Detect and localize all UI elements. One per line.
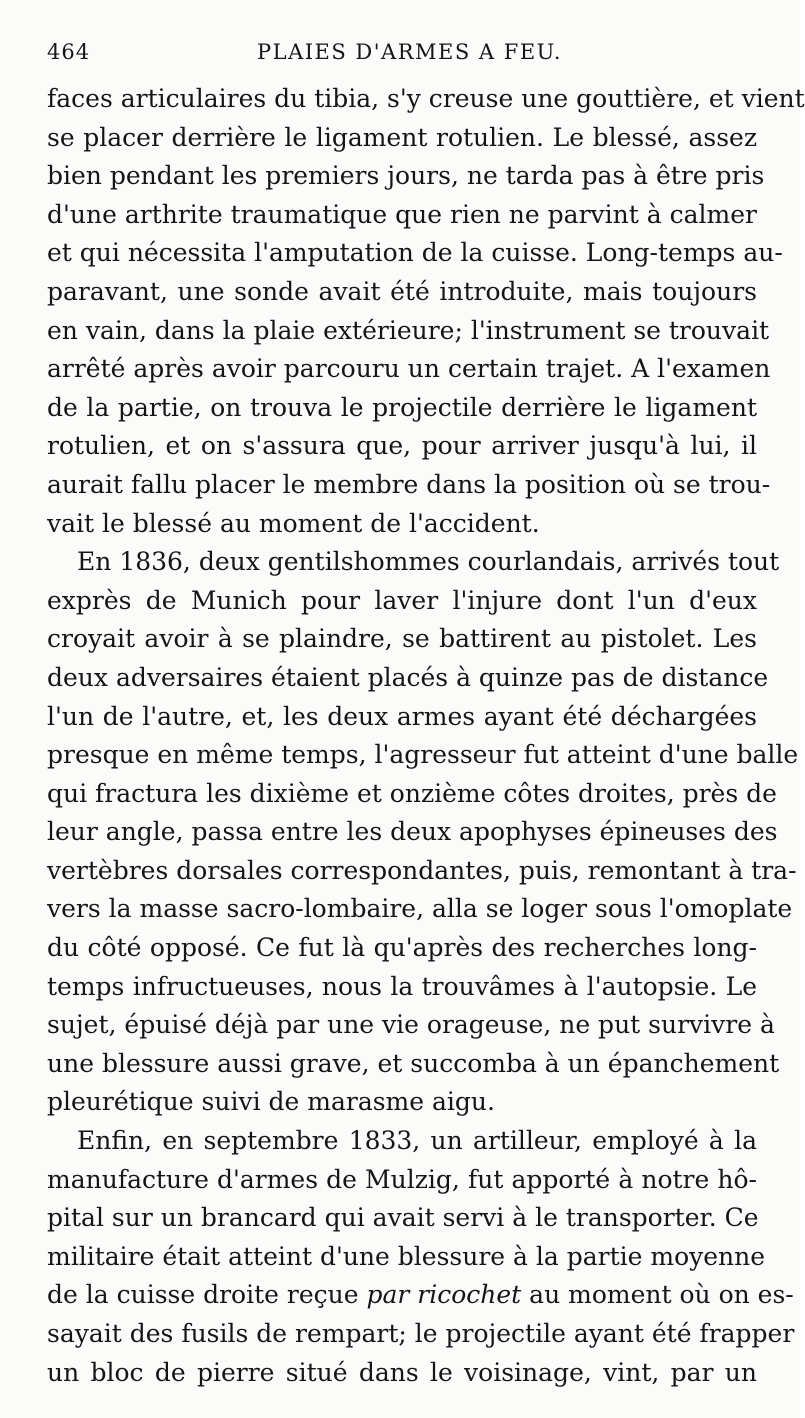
text-line: pital sur un brancard qui avait servi à le transporter. Ce	[47, 1203, 759, 1233]
text-line: un bloc de pierre situé dans le voisinage, vint, par un	[47, 1357, 757, 1387]
text-line: vertèbres dorsales correspondantes, puis, remontant à tra-	[47, 855, 797, 885]
running-title: PLAIES D'ARMES A FEU.	[257, 40, 563, 64]
text-line: se placer derrière le ligament rotulien. Le blessé, assez	[47, 122, 757, 152]
text-line: faces articulaires du tibia, s'y creuse une gouttière, et vient	[47, 84, 805, 113]
text-line: du côté opposé. Ce fut là qu'après des recherches long-	[47, 933, 757, 963]
text-line: militaire était atteint d'une blessure à la partie moyenne	[47, 1241, 766, 1271]
text-line: leur angle, passa entre les deux apophyses épineuses des	[47, 817, 778, 847]
text-line: l'un de l'autre, et, les deux armes ayant été déchargées	[47, 701, 757, 731]
text-line: temps infructueuses, nous la trouvâmes à l'autopsie. Le	[47, 971, 757, 1001]
text-line: en vain, dans la plaie extérieure; l'instrument se trouvait	[47, 315, 770, 345]
text-line: manufacture d'armes de Mulzig, fut apporté à notre hô-	[47, 1164, 757, 1194]
body-text	[47, 80, 805, 1392]
text-line: paravant, une sonde avait été introduite, mais toujours	[47, 276, 757, 306]
paragraph-start-line: En 1836, deux gentilshommes courlandais, arrivés tout	[77, 547, 780, 577]
text-segment: de la cuisse droite reçue	[47, 1280, 367, 1310]
text-line: de la partie, on trouva le projectile derrière le ligament	[47, 392, 757, 422]
text-line: arrêté après avoir parcouru un certain trajet. A l'examen	[47, 354, 771, 384]
text-line: presque en même temps, l'agresseur fut atteint d'une balle	[47, 740, 799, 770]
text-line: croyait avoir à se plaindre, se battirent au pistolet. Les	[47, 624, 757, 654]
text-line: aurait fallu placer le membre dans la position où se trou-	[47, 469, 771, 499]
paragraph-end-line: vait le blessé au moment de l'accident.	[47, 508, 540, 538]
text-line: qui fractura les dixième et onzième côtes droites, près de	[47, 778, 777, 808]
italic-phrase: par ricochet	[366, 1280, 522, 1310]
text-segment: au moment où on es-	[521, 1280, 794, 1310]
text-line: d'une arthrite traumatique que rien ne parvint à calmer	[47, 199, 757, 229]
text-line: une blessure aussi grave, et succomba à un épanchement	[47, 1048, 780, 1078]
running-head	[47, 40, 757, 80]
page-number: 464	[47, 40, 91, 64]
text-line: rotulien, et on s'assura que, pour arriver jusqu'à lui, il	[47, 431, 757, 461]
text-line: deux adversaires étaient placés à quinze pas de distance	[47, 662, 769, 692]
text-line: sujet, épuisé déjà par une vie orageuse, ne put survivre à	[47, 1010, 775, 1040]
paragraph-end-line: pleurétique suivi de marasme aigu.	[47, 1087, 495, 1117]
text-line: sayait des fusils de rempart; le projectile ayant été frapper	[47, 1319, 795, 1348]
paragraph-start-line: Enfin, en septembre 1833, un artilleur, employé à la	[77, 1126, 757, 1156]
text-line-with-italic	[47, 1276, 794, 1315]
text-line: bien pendant les premiers jours, ne tarda pas à être pris	[47, 161, 765, 191]
text-line: exprès de Munich pour laver l'injure dont l'un d'eux	[47, 585, 757, 615]
text-line: vers la masse sacro-lombaire, alla se loger sous l'omoplate	[47, 894, 793, 924]
text-line: et qui nécessita l'amputation de la cuisse. Long-temps au-	[47, 238, 783, 268]
